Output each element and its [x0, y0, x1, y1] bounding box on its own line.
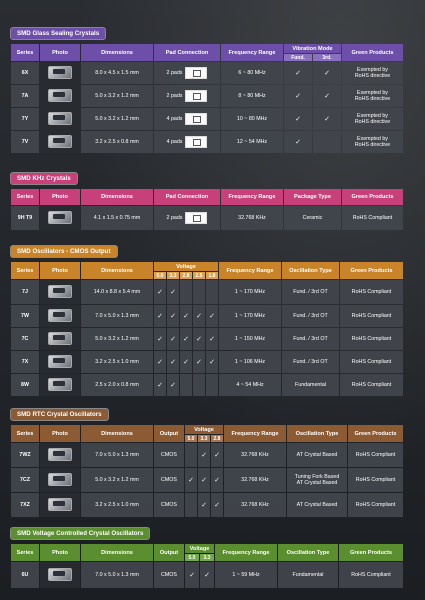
cmos-section: [10, 240, 410, 397]
dim-cell: 7.0 x 5.0 x 1.3 mm: [81, 443, 153, 467]
v-check: ✓: [180, 328, 192, 350]
table-row: [11, 305, 403, 327]
series-cell: 7X: [11, 351, 39, 373]
v-check: [193, 280, 205, 304]
col-green: Green Products: [348, 425, 403, 442]
freq-cell: 32.768 KHz: [224, 468, 286, 492]
dim-cell: 5.0 x 3.2 x 1.2 mm: [81, 85, 153, 107]
dim-cell: 2.5 x 2.0 x 0.8 mm: [81, 374, 153, 396]
photo-cell: [40, 131, 80, 153]
green-cell: [342, 62, 403, 84]
col-osc: Oscillation Type: [282, 262, 339, 279]
v-check: ✓: [211, 468, 223, 492]
osc-line1: AT Crystal Based: [296, 452, 338, 458]
col-photo: Photo: [40, 262, 80, 279]
series-cell: 7CZ: [11, 468, 39, 492]
photo-cell: [40, 328, 80, 350]
col-output: Output: [154, 425, 184, 442]
oscillator-photo-icon: [48, 448, 72, 461]
col-series: Series: [11, 262, 39, 279]
green-cell: [342, 131, 403, 153]
fund-check: ✓: [284, 85, 312, 107]
table-row: [11, 62, 403, 84]
vcxo-section: [10, 522, 410, 589]
cmos-title: SMD Oscillators - CMOS Output: [10, 245, 118, 258]
green-line1: Exempted by: [357, 90, 388, 96]
col-series: Series: [11, 544, 39, 561]
oscillator-photo-icon: [48, 355, 72, 368]
col-v50: 5.0: [185, 435, 197, 442]
pad-text: 2 pads: [166, 93, 183, 99]
col-dimensions: Dimensions: [81, 262, 153, 279]
crystal-photo-icon: [48, 66, 72, 79]
series-cell: 8W: [11, 374, 39, 396]
photo-cell: [40, 206, 80, 230]
v-check: [185, 493, 197, 517]
green-cell: [342, 85, 403, 107]
dim-cell: 14.0 x 8.8 x 5.4 mm: [81, 280, 153, 304]
v-check: ✓: [206, 328, 218, 350]
output-cell: CMOS: [154, 443, 184, 467]
khz-title: SMD KHz Crystals: [10, 172, 78, 185]
green-cell: RoHS Compliant: [348, 443, 403, 467]
khz-section: [10, 167, 410, 231]
col-voltage: Voltage: [154, 262, 218, 271]
output-cell: CMOS: [154, 468, 184, 492]
output-cell: CMOS: [154, 493, 184, 517]
output-cell: CMOS: [154, 562, 184, 588]
pad-diagram-icon: [185, 90, 207, 102]
table-row: [11, 351, 403, 373]
vcxo-title: SMD Voltage Controlled Crystal Oscillators: [10, 527, 150, 540]
green-cell: RoHS Compliant: [340, 351, 403, 373]
v-check: ✓: [154, 328, 166, 350]
photo-cell: [40, 468, 80, 492]
osc-cell: Fund. / 3rd OT: [282, 305, 339, 327]
dim-cell: 5.0 x 3.2 x 1.2 mm: [81, 108, 153, 130]
series-cell: 7J: [11, 280, 39, 304]
photo-cell: [40, 493, 80, 517]
col-photo: Photo: [40, 189, 80, 205]
table-row: [11, 562, 403, 588]
glass-title: SMD Glass Sealing Crystals: [10, 27, 106, 40]
pad-cell: [154, 108, 220, 130]
pad-diagram-icon: [185, 212, 207, 224]
vcxo-table: [10, 543, 404, 589]
osc-cell: Fund. / 3rd OT: [282, 328, 339, 350]
col-series: Series: [11, 425, 39, 442]
v-check: ✓: [193, 328, 205, 350]
col-dimensions: Dimensions: [81, 189, 153, 205]
green-cell: RoHS Compliant: [342, 206, 403, 230]
v-check: ✓: [198, 443, 210, 467]
v-check: ✓: [154, 305, 166, 327]
third-check: ✓: [313, 85, 341, 107]
col-freq: Frequency Range: [219, 262, 281, 279]
col-voltage: Voltage: [185, 425, 223, 434]
glass-section: [10, 22, 410, 154]
series-cell: 7A: [11, 85, 39, 107]
v-check: ✓: [206, 305, 218, 327]
green-cell: RoHS Compliant: [340, 374, 403, 396]
pad-cell: [154, 85, 220, 107]
pad-cell: [154, 131, 220, 153]
osc-line1: AT Crystal Based: [296, 502, 338, 508]
photo-cell: [40, 562, 80, 588]
osc-cell: [287, 443, 347, 467]
green-cell: RoHS Compliant: [348, 468, 403, 492]
col-v28: 2.8: [211, 435, 223, 442]
v-check: ✓: [193, 305, 205, 327]
crystal-photo-icon: [48, 112, 72, 125]
table-row: [11, 468, 403, 492]
col-package: Package Type: [284, 189, 341, 205]
photo-cell: [40, 443, 80, 467]
series-cell: 7C: [11, 328, 39, 350]
dim-cell: 5.0 x 3.2 x 1.2 mm: [81, 328, 153, 350]
col-v25: 2.5: [193, 272, 205, 279]
col-series: Series: [11, 44, 39, 61]
freq-cell: 4 ~ 54 MHz: [219, 374, 281, 396]
v-check: ✓: [167, 374, 179, 396]
v-check: ✓: [180, 351, 192, 373]
v-check: [185, 443, 197, 467]
series-cell: 9H T9: [11, 206, 39, 230]
osc-cell: [287, 468, 347, 492]
oscillator-photo-icon: [48, 498, 72, 511]
crystal-photo-icon: [48, 89, 72, 102]
freq-cell: 32.768 KHz: [221, 206, 283, 230]
v-check: ✓: [211, 443, 223, 467]
pad-text: 2 pads: [166, 70, 183, 76]
pad-text: 4 pads: [166, 116, 183, 122]
pad-diagram-icon: [185, 113, 207, 125]
dim-cell: 5.0 x 3.2 x 1.2 mm: [81, 468, 153, 492]
col-freq: Frequency Range: [221, 189, 283, 205]
table-row: [11, 131, 403, 153]
col-photo: Photo: [40, 544, 80, 561]
series-cell: 7V: [11, 131, 39, 153]
oscillator-photo-icon: [48, 309, 72, 322]
green-cell: RoHS Compliant: [340, 305, 403, 327]
osc-cell: Fund. / 3rd OT: [282, 280, 339, 304]
v-check: [206, 280, 218, 304]
oscillator-photo-icon: [48, 285, 72, 298]
khz-table: [10, 188, 404, 231]
dim-cell: 3.2 x 2.5 x 1.0 mm: [81, 493, 153, 517]
col-v50: 5.0: [185, 554, 199, 561]
v-check: ✓: [198, 493, 210, 517]
col-dimensions: Dimensions: [81, 544, 153, 561]
col-vib: Vibration Mode: [284, 44, 341, 53]
rtc-title: SMD RTC Crystal Oscillators: [10, 408, 109, 421]
dim-cell: 7.0 x 5.0 x 1.3 mm: [81, 562, 153, 588]
dim-cell: 3.2 x 2.5 x 0.8 mm: [81, 131, 153, 153]
series-cell: 7WZ: [11, 443, 39, 467]
col-v18: 1.8: [206, 272, 218, 279]
table-row: [11, 108, 403, 130]
crystal-photo-icon: [48, 135, 72, 148]
dim-cell: 7.0 x 5.0 x 1.3 mm: [81, 305, 153, 327]
freq-cell: 1 ~ 170 MHz: [219, 305, 281, 327]
pad-text: 4 pads: [166, 139, 183, 145]
col-v33: 3.3: [167, 272, 179, 279]
v-check: ✓: [154, 280, 166, 304]
col-v50: 5.0: [154, 272, 166, 279]
table-row: [11, 85, 403, 107]
dim-cell: 3.2 x 2.5 x 1.0 mm: [81, 351, 153, 373]
col-green: Green Products: [342, 189, 403, 205]
green-cell: RoHS Compliant: [348, 493, 403, 517]
green-line1: Exempted by: [357, 67, 388, 73]
series-cell: 7XZ: [11, 493, 39, 517]
freq-cell: 1 ~ 150 MHz: [219, 328, 281, 350]
green-cell: RoHS Compliant: [340, 328, 403, 350]
freq-cell: 1 ~ 59 MHz: [215, 562, 277, 588]
green-line2: RoHS directive: [354, 73, 391, 79]
v-check: ✓: [185, 562, 199, 588]
photo-cell: [40, 280, 80, 304]
crystal-photo-icon: [48, 211, 72, 224]
photo-cell: [40, 85, 80, 107]
col-freq: Frequency Range: [221, 44, 283, 61]
photo-cell: [40, 351, 80, 373]
series-cell: 7Y: [11, 108, 39, 130]
third-check: [313, 131, 341, 153]
freq-cell: 32.768 KHz: [224, 443, 286, 467]
v-check: ✓: [154, 374, 166, 396]
green-line2: RoHS directive: [354, 142, 391, 148]
col-pad: Pad Connection: [154, 189, 220, 205]
fund-check: ✓: [284, 62, 312, 84]
osc-cell: Fundamental: [278, 562, 338, 588]
dim-cell: 4.1 x 1.5 x 0.75 mm: [81, 206, 153, 230]
fund-check: ✓: [284, 131, 312, 153]
v-check: ✓: [180, 305, 192, 327]
oscillator-photo-icon: [48, 473, 72, 486]
table-row: [11, 206, 403, 230]
oscillator-photo-icon: [48, 332, 72, 345]
col-green: Green Products: [340, 262, 403, 279]
freq-cell: 10 ~ 80 MHz: [221, 108, 283, 130]
v-check: ✓: [200, 562, 214, 588]
col-osc: Oscillation Type: [287, 425, 347, 442]
col-v28: 2.8: [180, 272, 192, 279]
v-check: [180, 280, 192, 304]
osc-cell: Fundamental: [282, 374, 339, 396]
photo-cell: [40, 108, 80, 130]
osc-cell: [287, 493, 347, 517]
v-check: [206, 374, 218, 396]
col-output: Output: [154, 544, 184, 561]
col-vib-3rd: 3rd.: [313, 54, 341, 61]
freq-cell: 6 ~ 80 MHz: [221, 62, 283, 84]
col-photo: Photo: [40, 425, 80, 442]
third-check: ✓: [313, 62, 341, 84]
pad-text: 2 pads: [166, 215, 183, 221]
green-line1: Exempted by: [357, 136, 388, 142]
col-voltage: Voltage: [185, 544, 214, 553]
glass-table: [10, 43, 404, 154]
col-v33: 3.3: [198, 435, 210, 442]
osc-cell: Fund. / 3rd OT: [282, 351, 339, 373]
col-osc: Oscillation Type: [278, 544, 338, 561]
green-cell: [342, 108, 403, 130]
freq-cell: 8 ~ 80 MHz: [221, 85, 283, 107]
rtc-section: [10, 403, 410, 518]
table-row: [11, 328, 403, 350]
v-check: ✓: [206, 351, 218, 373]
cmos-table: [10, 261, 404, 397]
col-green: Green Products: [342, 44, 403, 61]
fund-check: ✓: [284, 108, 312, 130]
pad-cell: [154, 206, 220, 230]
col-dimensions: Dimensions: [81, 425, 153, 442]
v-check: ✓: [154, 351, 166, 373]
col-photo: Photo: [40, 44, 80, 61]
v-check: ✓: [167, 280, 179, 304]
v-check: ✓: [185, 468, 197, 492]
col-green: Green Products: [339, 544, 403, 561]
rtc-table: [10, 424, 404, 518]
freq-cell: 1 ~ 106 MHz: [219, 351, 281, 373]
table-row: [11, 443, 403, 467]
v-check: ✓: [167, 351, 179, 373]
v-check: ✓: [167, 305, 179, 327]
photo-cell: [40, 374, 80, 396]
pad-diagram-icon: [185, 136, 207, 148]
table-row: [11, 280, 403, 304]
v-check: ✓: [211, 493, 223, 517]
series-cell: 7W: [11, 305, 39, 327]
freq-cell: 32.768 KHz: [224, 493, 286, 517]
series-cell: 6X: [11, 62, 39, 84]
v-check: ✓: [193, 351, 205, 373]
col-vib-fund: Fund.: [284, 54, 312, 61]
green-line2: RoHS directive: [354, 96, 391, 102]
oscillator-photo-icon: [48, 568, 72, 581]
col-series: Series: [11, 189, 39, 205]
oscillator-photo-icon: [48, 378, 72, 391]
col-pad: Pad Connection: [154, 44, 220, 61]
table-row: [11, 493, 403, 517]
col-v33: 3.3: [200, 554, 214, 561]
col-freq: Frequency Range: [224, 425, 286, 442]
v-check: ✓: [198, 468, 210, 492]
third-check: ✓: [313, 108, 341, 130]
series-cell: 6U: [11, 562, 39, 588]
osc-line2: AT Crystal Based: [296, 480, 338, 486]
col-dimensions: Dimensions: [81, 44, 153, 61]
freq-cell: 1 ~ 170 MHz: [219, 280, 281, 304]
table-row: [11, 374, 403, 396]
dim-cell: 8.0 x 4.5 x 1.5 mm: [81, 62, 153, 84]
green-line1: Exempted by: [357, 113, 388, 119]
pad-diagram-icon: [185, 67, 207, 79]
col-freq: Frequency Range: [215, 544, 277, 561]
package-cell: Ceramic: [284, 206, 341, 230]
osc-line1: Tuning Fork Based: [294, 474, 340, 480]
green-line2: RoHS directive: [354, 119, 391, 125]
green-cell: RoHS Compliant: [340, 280, 403, 304]
photo-cell: [40, 62, 80, 84]
photo-cell: [40, 305, 80, 327]
v-check: [193, 374, 205, 396]
green-cell: RoHS Compliant: [339, 562, 403, 588]
v-check: ✓: [167, 328, 179, 350]
pad-cell: [154, 62, 220, 84]
freq-cell: 12 ~ 54 MHz: [221, 131, 283, 153]
v-check: [180, 374, 192, 396]
